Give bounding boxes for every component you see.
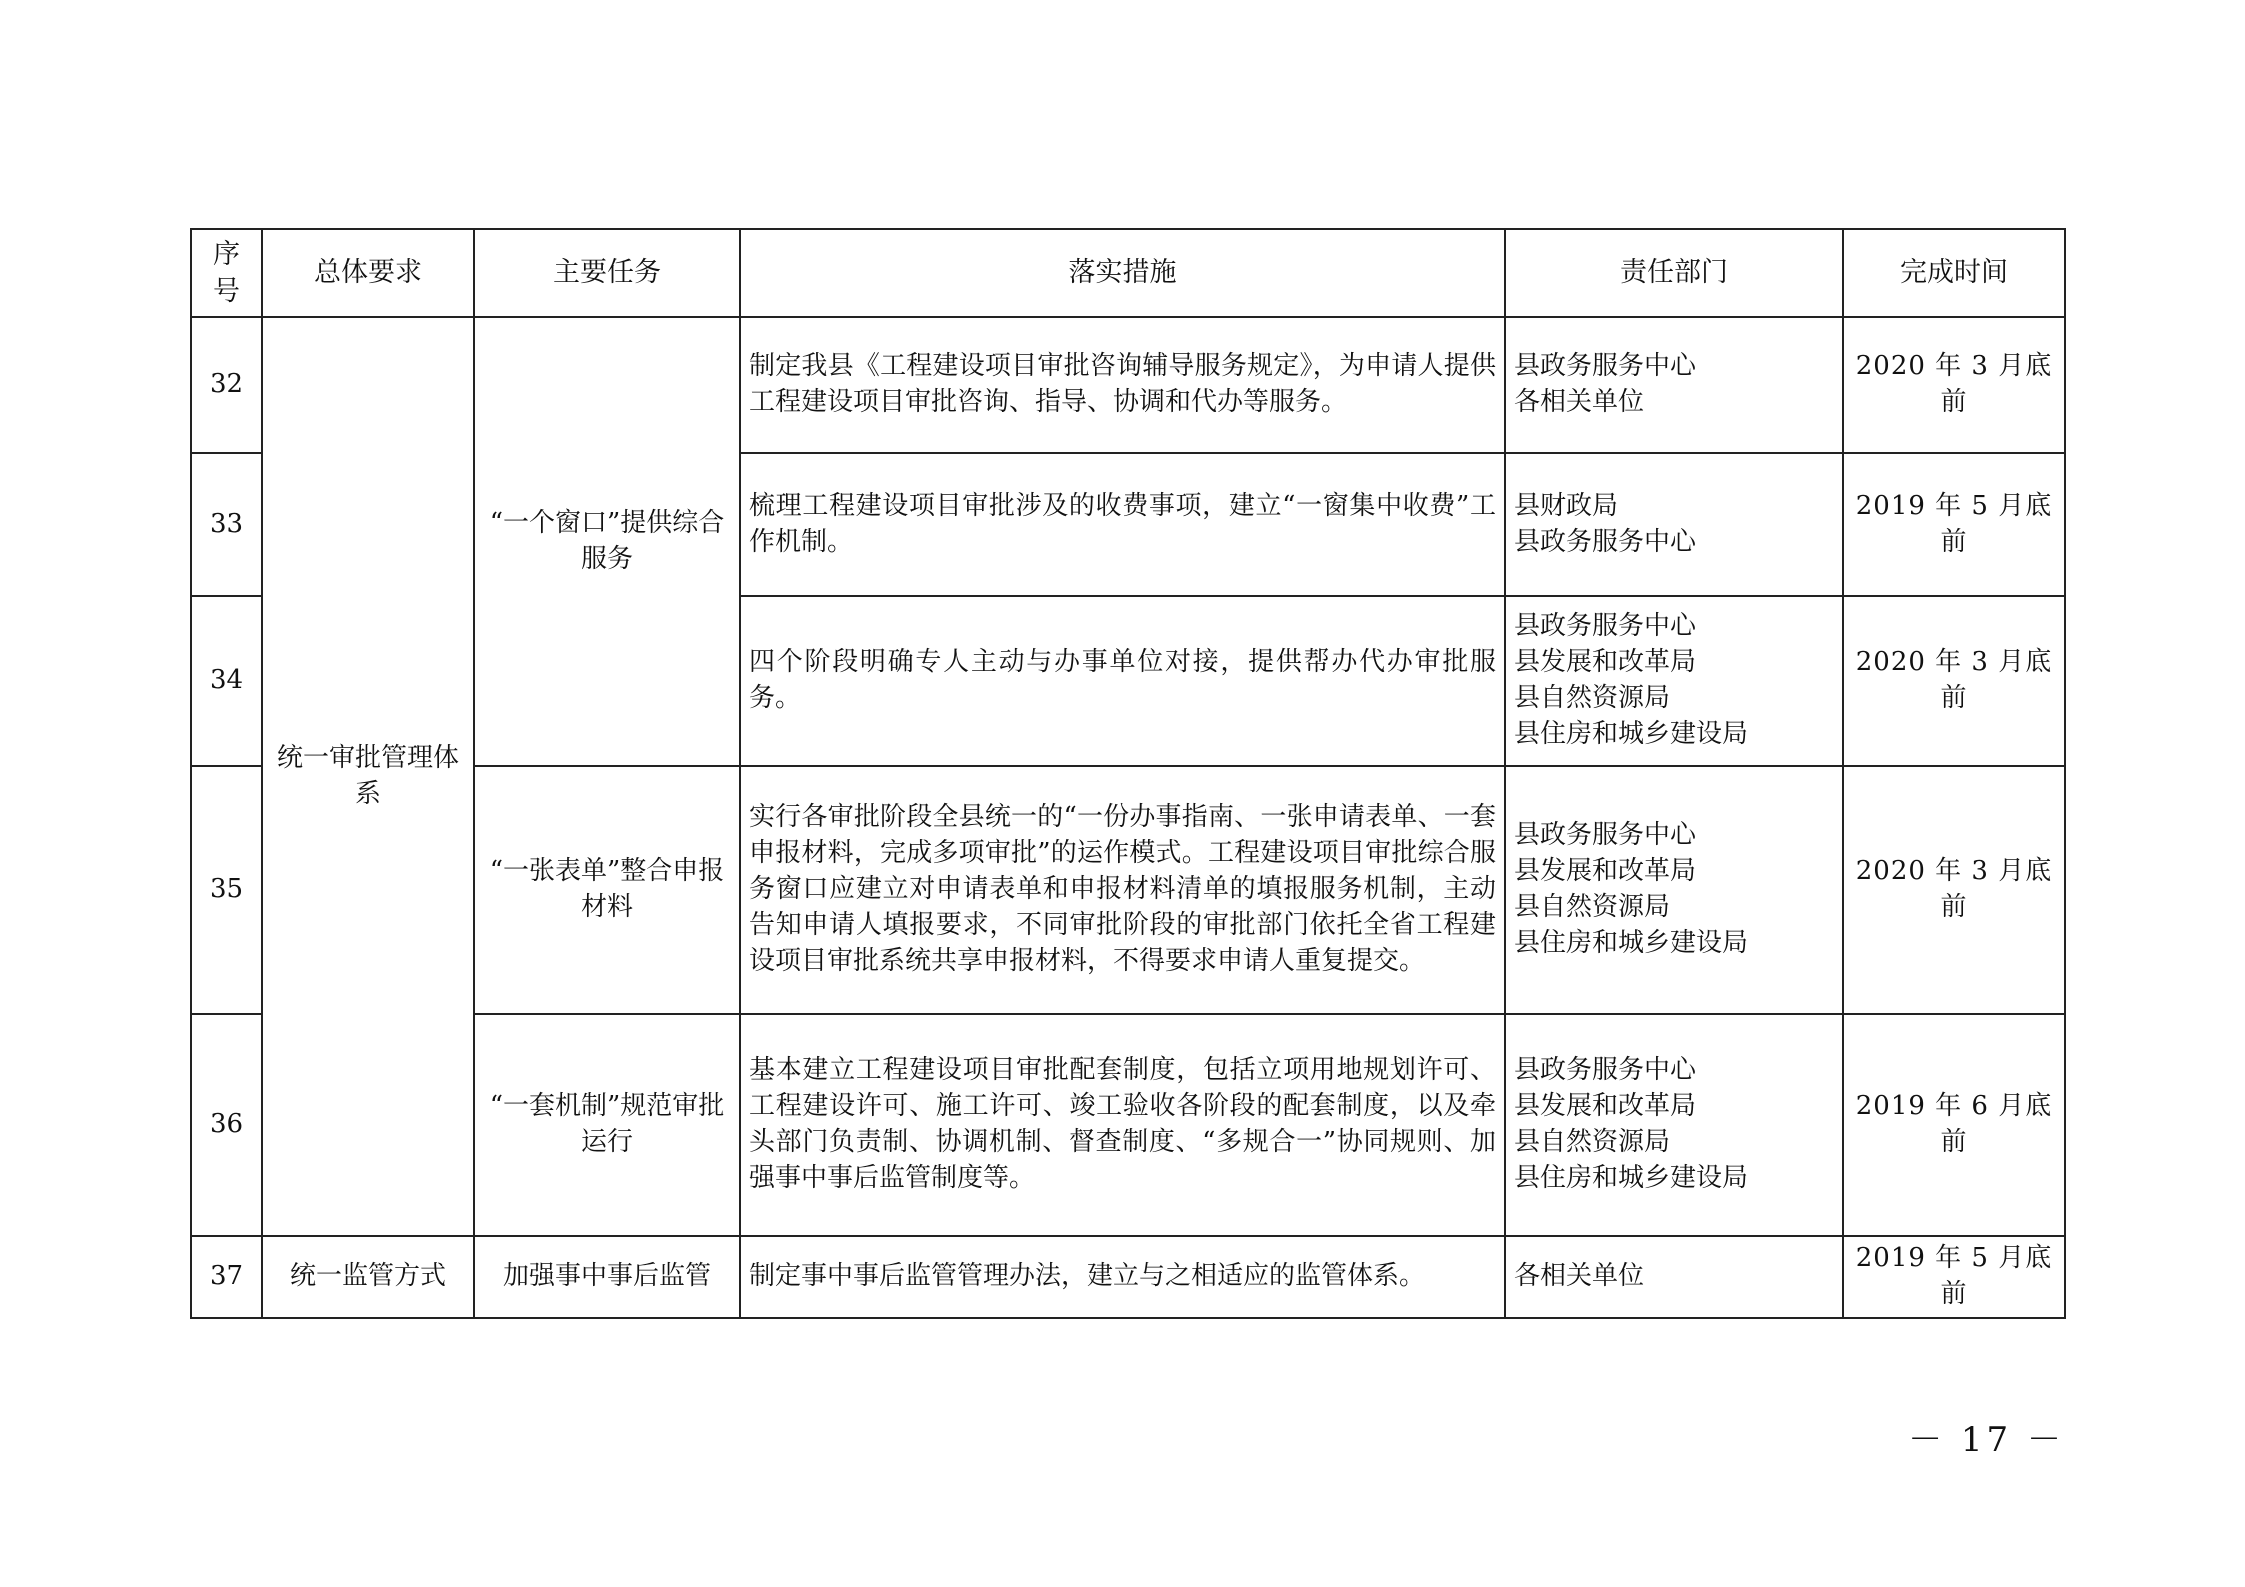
row-number: 32 <box>191 317 262 453</box>
row-number: 33 <box>191 453 262 596</box>
implementation-table <box>190 228 2066 1319</box>
measure-cell: 制定我县《工程建设项目审批咨询辅导服务规定》，为申请人提供工程建设项目审批咨询、指导、协调和代办等服务。 <box>740 317 1505 453</box>
header-seq: 序 号 <box>191 229 262 317</box>
task-cell: “一个窗口”提供综合服务 <box>474 317 740 766</box>
header-measure: 落实措施 <box>740 229 1505 317</box>
measure-cell: 梳理工程建设项目审批涉及的收费事项，建立“一窗集中收费”工作机制。 <box>740 453 1505 596</box>
dept-cell: 县政务服务中心 县发展和改革局 县自然资源局 县住房和城乡建设局 <box>1505 596 1843 766</box>
row-number: 37 <box>191 1236 262 1318</box>
dept-cell: 县政务服务中心 县发展和改革局 县自然资源局 县住房和城乡建设局 <box>1505 1014 1843 1236</box>
dept-cell: 县政务服务中心 县发展和改革局 县自然资源局 县住房和城乡建设局 <box>1505 766 1843 1014</box>
time-cell: 2020 年 3 月底前 <box>1843 766 2065 1014</box>
time-cell: 2019 年 5 月底前 <box>1843 1236 2065 1318</box>
table-row <box>191 1236 2065 1318</box>
task-cell: 加强事中事后监管 <box>474 1236 740 1318</box>
row-number: 35 <box>191 766 262 1014</box>
task-cell: “一套机制”规范审批运行 <box>474 1014 740 1236</box>
page-number: － 17 － <box>1908 1420 2065 1460</box>
dept-cell: 县财政局 县政务服务中心 <box>1505 453 1843 596</box>
measure-cell: 基本建立工程建设项目审批配套制度，包括立项用地规划许可、工程建设许可、施工许可、竣工验收各阶段的配套制度，以及牵头部门负责制、协调机制、督查制度、“多规合一”协同规则、加强事中事后监管制度等。 <box>740 1014 1505 1236</box>
header-dept: 责任部门 <box>1505 229 1843 317</box>
time-cell: 2020 年 3 月底前 <box>1843 317 2065 453</box>
header-time: 完成时间 <box>1843 229 2065 317</box>
header-task: 主要任务 <box>474 229 740 317</box>
time-cell: 2019 年 5 月底前 <box>1843 453 2065 596</box>
time-cell: 2020 年 3 月底前 <box>1843 596 2065 766</box>
measure-cell: 实行各审批阶段全县统一的“一份办事指南、一张申请表单、一套申报材料，完成多项审批”的运作模式。工程建设项目审批综合服务窗口应建立对申请表单和申报材料清单的填报服务机制，主动告知申请人填报要求，不同审批阶段的审批部门依托全省工程建设项目审批系统共享申报材料，不得要求申请人重复提交。 <box>740 766 1505 1014</box>
requirement-cell: 统一监管方式 <box>262 1236 474 1318</box>
task-cell: “一张表单”整合申报材料 <box>474 766 740 1014</box>
dept-cell: 县政务服务中心 各相关单位 <box>1505 317 1843 453</box>
row-number: 34 <box>191 596 262 766</box>
dept-cell: 各相关单位 <box>1505 1236 1843 1318</box>
table-header-row <box>191 229 2065 317</box>
requirement-cell: 统一审批管理体系 <box>262 317 474 1236</box>
row-number: 36 <box>191 1014 262 1236</box>
time-cell: 2019 年 6 月底前 <box>1843 1014 2065 1236</box>
measure-cell: 制定事中事后监管管理办法，建立与之相适应的监管体系。 <box>740 1236 1505 1318</box>
header-requirement: 总体要求 <box>262 229 474 317</box>
table-row <box>191 317 2065 453</box>
measure-cell: 四个阶段明确专人主动与办事单位对接，提供帮办代办审批服务。 <box>740 596 1505 766</box>
